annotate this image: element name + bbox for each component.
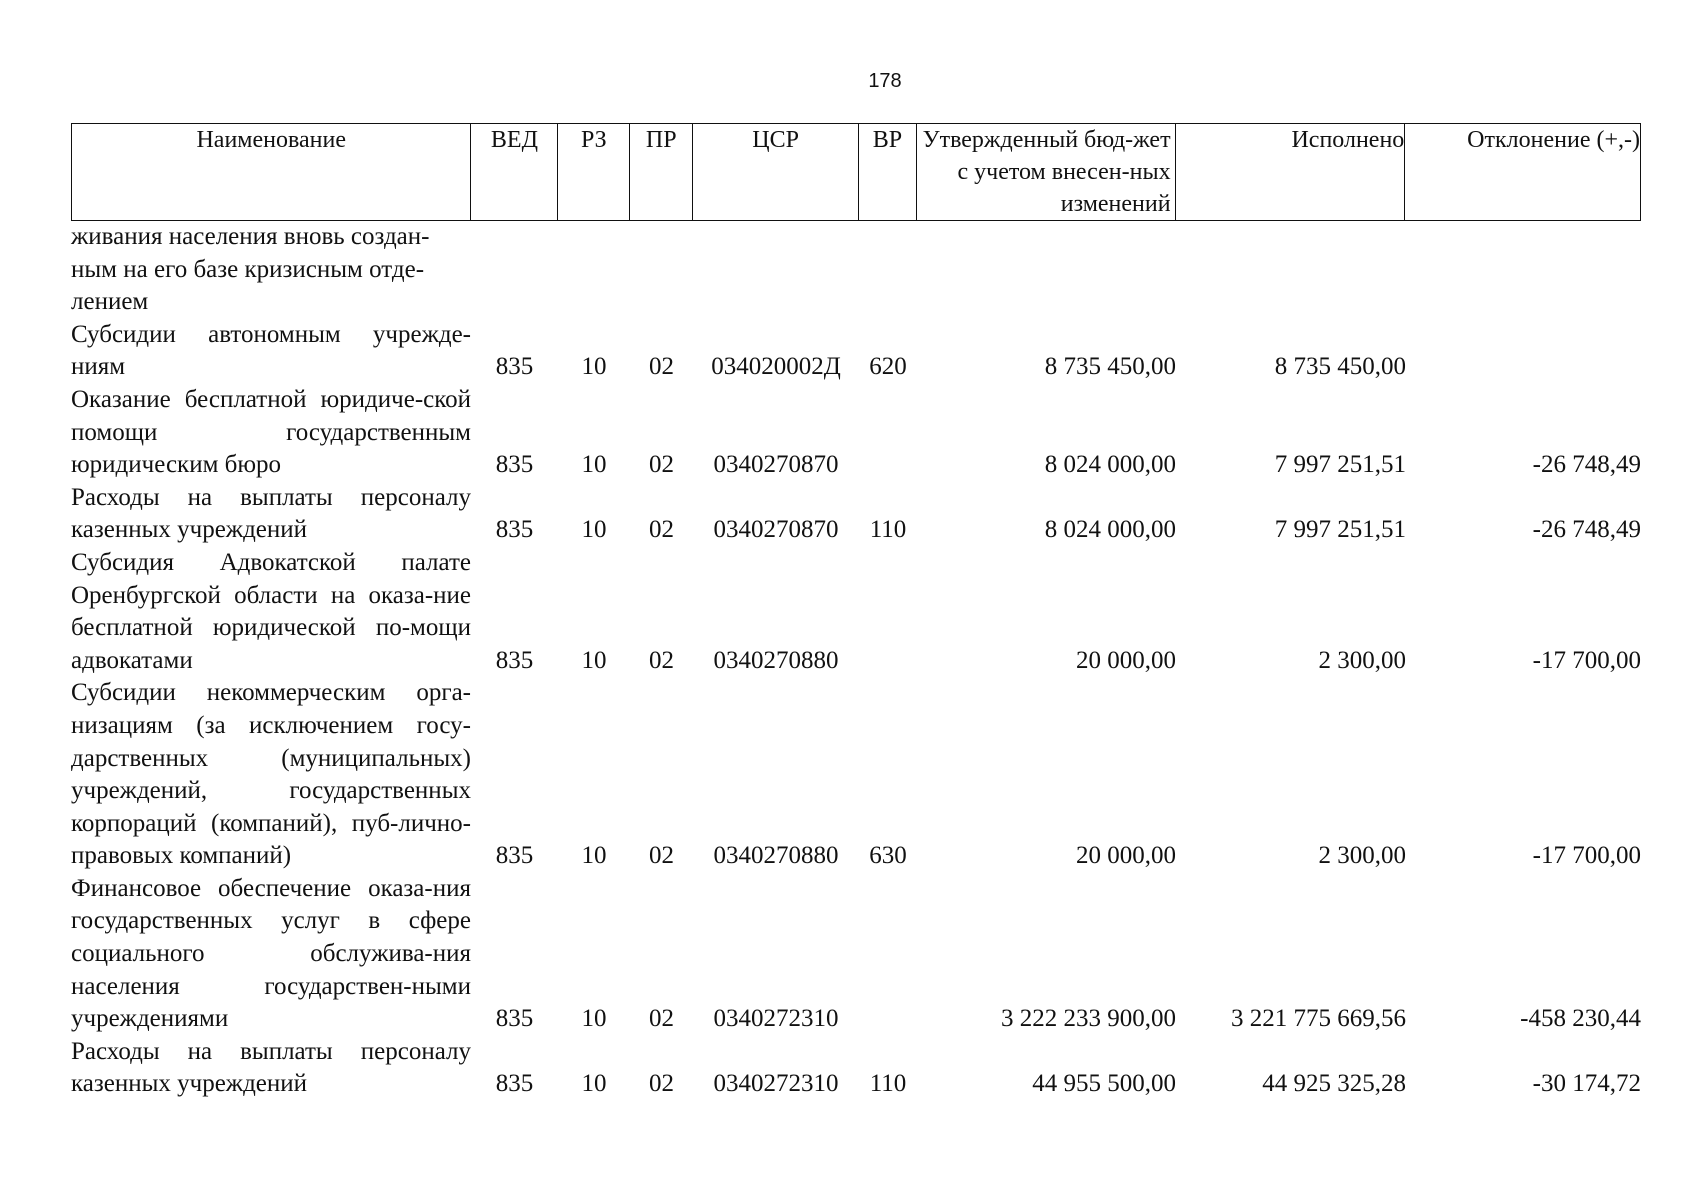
- cell-csr: 0340272310: [713, 1005, 839, 1033]
- table-row: [71, 384, 1641, 482]
- cell-name: Расходы на выплаты персоналу казенных учреждений: [71, 1037, 471, 1098]
- cell-ved: 835: [495, 451, 534, 479]
- cell-dev: -26 748,49: [1532, 451, 1641, 479]
- header-budget: Утвержденный бюд-жет с учетом внесен-ных изменений: [917, 124, 1176, 220]
- cell-pr: 02: [649, 842, 674, 870]
- cell-dev: -458 230,44: [1520, 1005, 1641, 1033]
- cell-name: Расходы на выплаты персоналу казенных учреждений: [71, 483, 471, 544]
- header-csr: ЦСР: [693, 124, 859, 220]
- cell-ved: 835: [495, 842, 534, 870]
- cell-pr: 02: [649, 1005, 674, 1033]
- cell-pr: 02: [649, 451, 674, 479]
- cell-ved: 835: [495, 516, 534, 544]
- page-number: 178: [868, 70, 902, 92]
- header-rz: РЗ: [558, 124, 630, 220]
- cell-csr: 034020002Д: [711, 353, 841, 381]
- budget-table: [71, 123, 1641, 1101]
- table-header: [71, 123, 1641, 221]
- cell-budget: 44 955 500,00: [1032, 1070, 1176, 1098]
- cell-ved: 835: [495, 1005, 534, 1033]
- cell-name: Субсидия Адвокатской палате Оренбургской области на оказа-ние бесплатной юридической по-мощи адвокатами: [71, 548, 471, 674]
- header-dev: Отклонение (+,-): [1467, 127, 1640, 153]
- cell-ved: 835: [495, 1070, 534, 1098]
- cell-rz: 10: [581, 353, 607, 381]
- cell-csr: 0340270880: [713, 842, 839, 870]
- cell-ved: 835: [495, 353, 534, 381]
- cell-vr: 110: [869, 516, 907, 544]
- cell-rz: 10: [581, 842, 607, 870]
- cell-csr: 0340272310: [713, 1070, 839, 1098]
- cell-rz: 10: [581, 516, 607, 544]
- table-row: [71, 873, 1641, 1036]
- cell-budget: 8 024 000,00: [1044, 451, 1176, 479]
- cell-csr: 0340270870: [713, 451, 839, 479]
- cell-budget: 20 000,00: [1076, 842, 1176, 870]
- header-ved: ВЕД: [471, 124, 558, 220]
- cell-vr: 630: [869, 842, 907, 870]
- cell-vr: 110: [869, 1070, 907, 1098]
- cell-dev: -17 700,00: [1532, 842, 1641, 870]
- cell-name: Субсидии автономным учрежде-ниям: [71, 320, 471, 381]
- table-row: [71, 319, 1641, 384]
- table-body: [71, 221, 1641, 1101]
- cell-done: 44 925 325,28: [1262, 1070, 1406, 1098]
- cell-csr: 0340270880: [713, 646, 839, 674]
- table-row: [71, 482, 1641, 547]
- cell-budget: 8 024 000,00: [1044, 516, 1176, 544]
- cell-name: Финансовое обеспечение оказа-ния государственных услуг в сфере социального обслужива-ния населения государствен-ными учреждениями: [71, 874, 471, 1033]
- continuation-row: [71, 221, 1641, 319]
- table-row: [71, 1036, 1641, 1101]
- header-done: Исполнено: [1176, 124, 1406, 220]
- cell-done: 7 997 251,51: [1274, 516, 1406, 544]
- header-name: Наименование: [72, 124, 471, 220]
- cell-budget: 3 222 233 900,00: [1001, 1005, 1176, 1033]
- cell-rz: 10: [581, 1005, 607, 1033]
- header-pr: ПР: [630, 124, 693, 220]
- cell-csr: 0340270870: [713, 516, 839, 544]
- cell-vr: 620: [869, 353, 907, 381]
- cell-pr: 02: [649, 516, 674, 544]
- cell-budget: 8 735 450,00: [1044, 353, 1176, 381]
- cell-pr: 02: [649, 646, 674, 674]
- cell-ved: 835: [495, 646, 534, 674]
- cell-pr: 02: [649, 1070, 674, 1098]
- table-row: [71, 677, 1641, 873]
- cell-pr: 02: [649, 353, 674, 381]
- cell-dev: -26 748,49: [1532, 516, 1641, 544]
- cell-rz: 10: [581, 646, 607, 674]
- cell-rz: 10: [581, 451, 607, 479]
- cell-done: 8 735 450,00: [1274, 353, 1406, 381]
- cell-done: 3 221 775 669,56: [1231, 1005, 1406, 1033]
- cell-name: Субсидии некоммерческим орга-низациям (за исключением госу-дарственных (муниципальных) учреждений, государственных корпораций (компаний), пуб-лично-правовых компаний): [71, 679, 471, 870]
- cell-done: 7 997 251,51: [1274, 451, 1406, 479]
- cell-done: 2 300,00: [1318, 842, 1406, 870]
- table-row: [71, 547, 1641, 677]
- cell-dev: -17 700,00: [1532, 646, 1641, 674]
- cell-done: 2 300,00: [1318, 646, 1406, 674]
- cell-budget: 20 000,00: [1076, 646, 1176, 674]
- continuation-text: живания населения вновь создан-ным на его базе кризисным отде-лением: [71, 223, 430, 316]
- cell-rz: 10: [581, 1070, 607, 1098]
- cell-name: Оказание бесплатной юридиче-ской помощи государственным юридическим бюро: [71, 385, 471, 479]
- header-vr: ВР: [859, 124, 917, 220]
- cell-dev: -30 174,72: [1532, 1070, 1641, 1098]
